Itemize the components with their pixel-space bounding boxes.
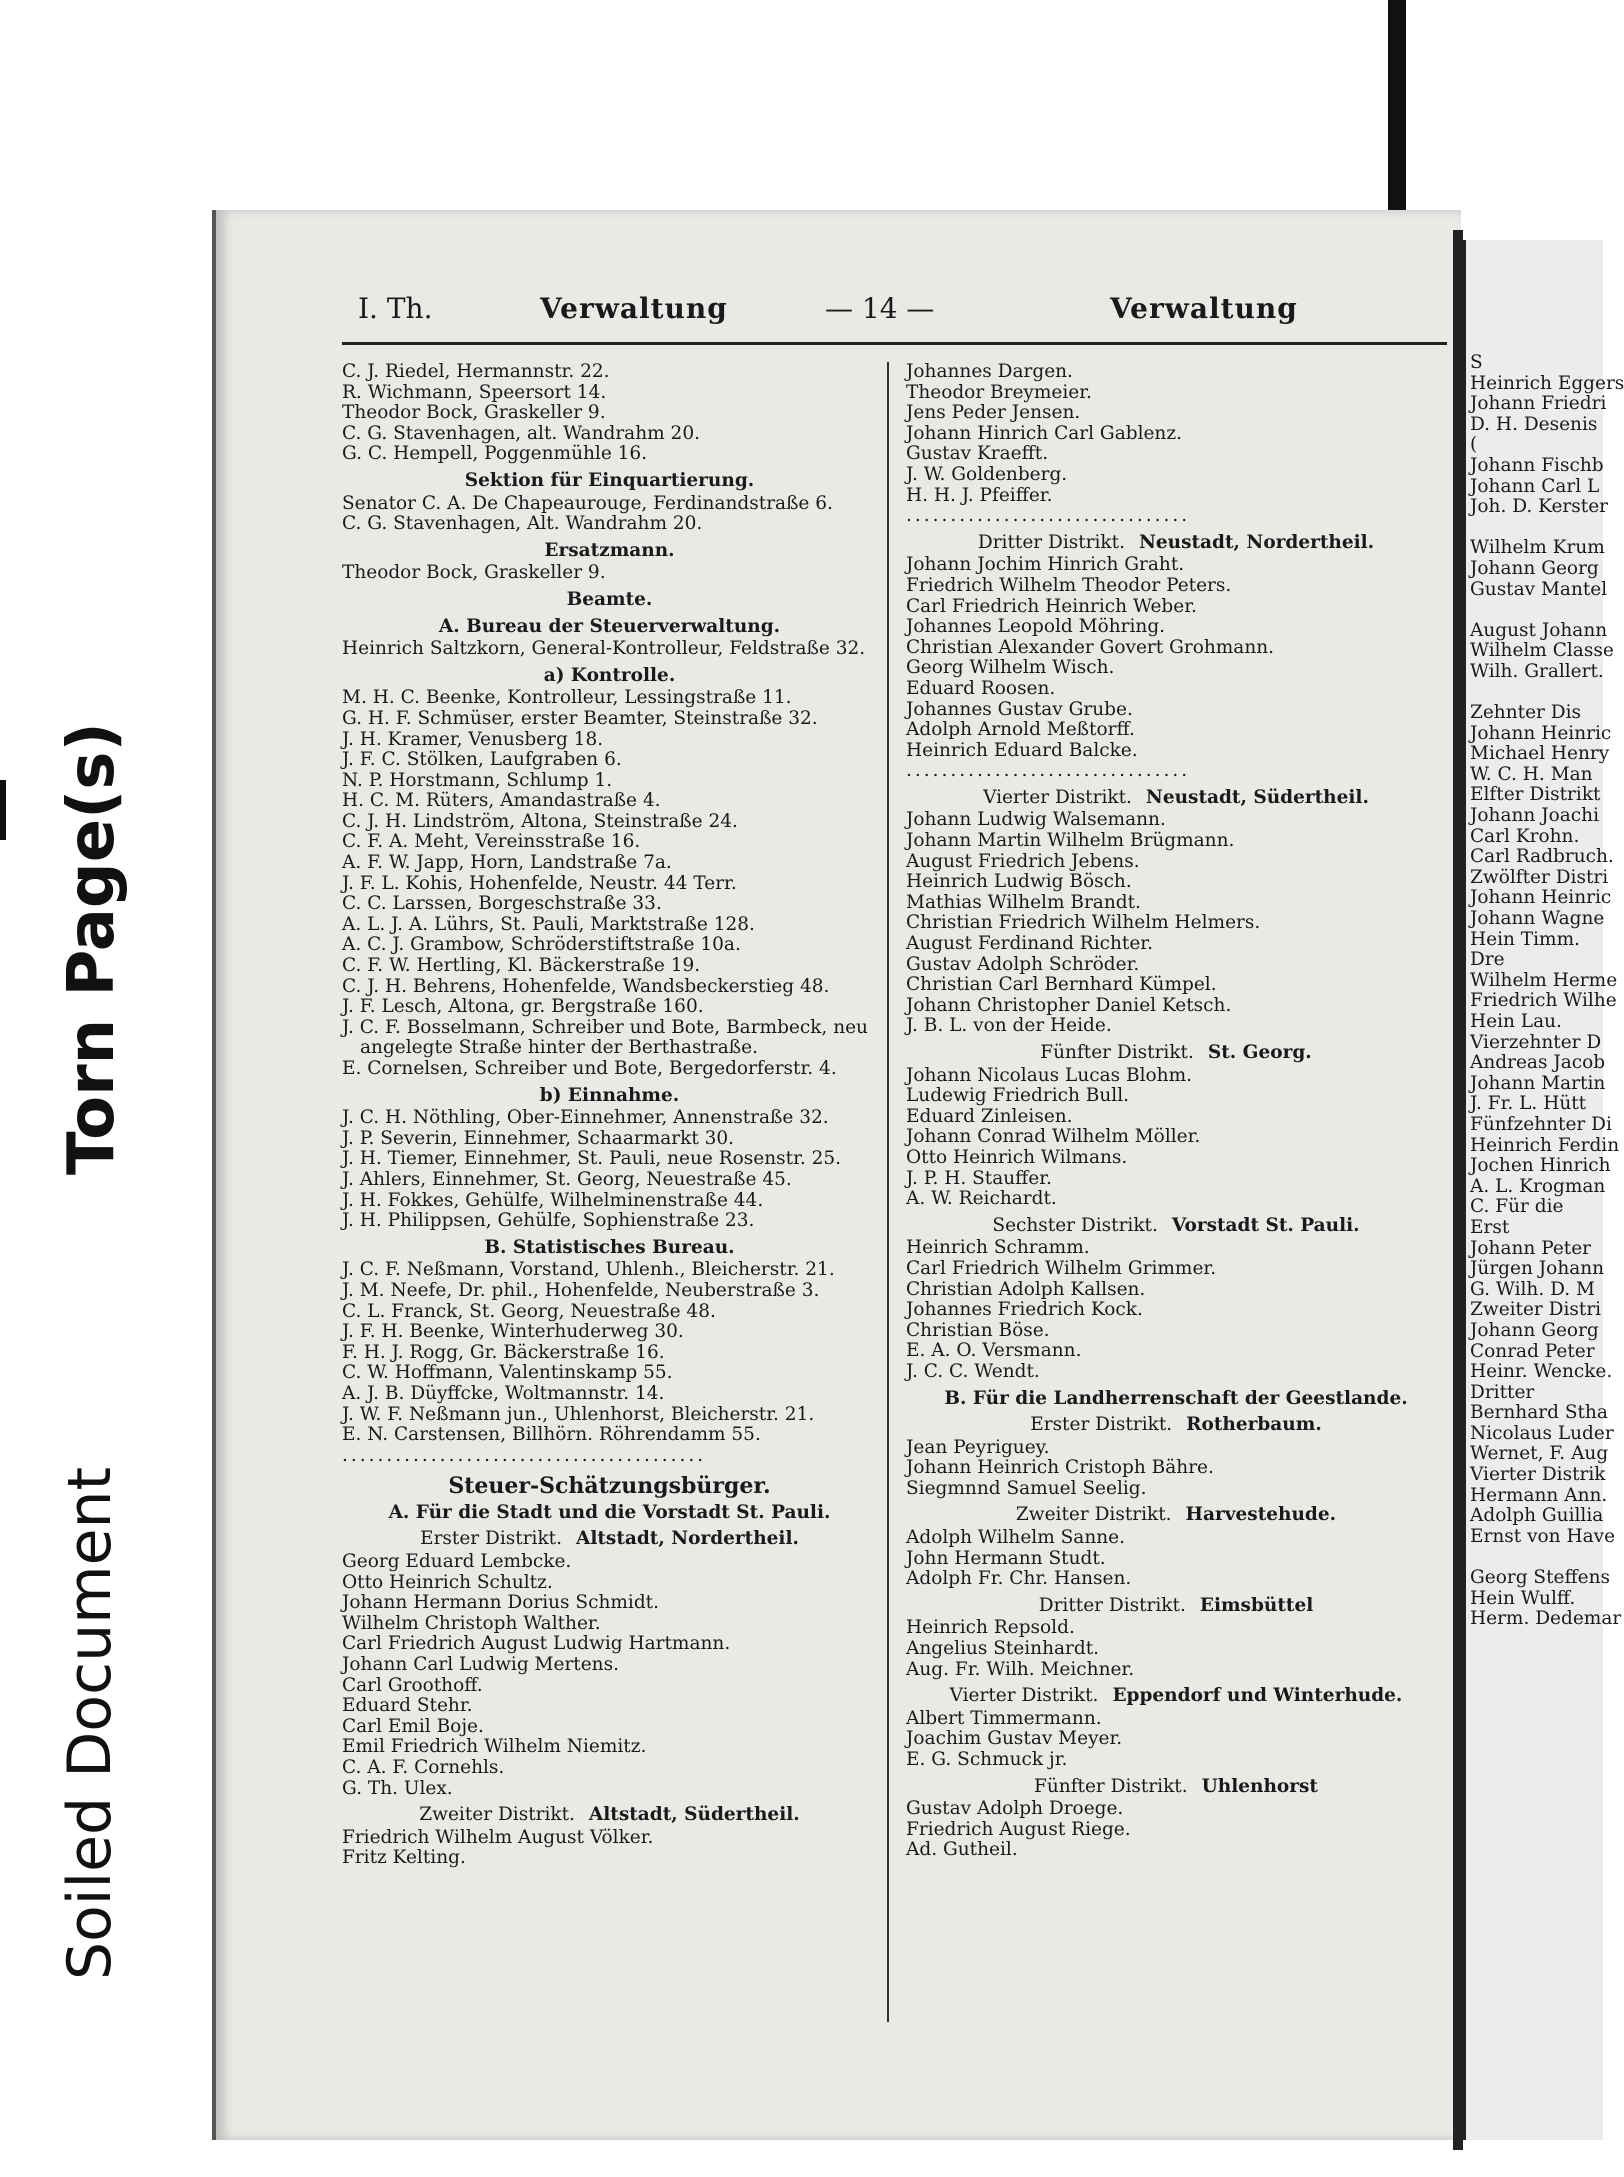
fragment-line: Joh. D. Kerster: [1470, 496, 1609, 518]
district-heading: [342, 1805, 877, 1826]
district-area: Harvestehude.: [1185, 1504, 1337, 1526]
fragment-line: Johann Wagne: [1470, 908, 1605, 930]
fragment-line: Johann Georg: [1470, 1319, 1599, 1341]
right-column: [906, 362, 1446, 1861]
dotted-separator: ................................: [906, 505, 1191, 527]
directory-entry: G. H. F. Schmüser, erster Beamter, Steinstraße 32.: [342, 707, 818, 729]
directory-entry: J. H. Tiemer, Einnehmer, St. Pauli, neue Rosenstr. 25.: [342, 1148, 842, 1170]
directory-entry: Albert Timmermann.: [906, 1707, 1102, 1729]
part-label: I. Th.: [358, 292, 433, 325]
fragment-line: (: [1470, 434, 1478, 456]
dotted-separator: .........................................: [342, 1444, 707, 1466]
directory-entry: Eduard Zinleisen.: [906, 1105, 1073, 1127]
district-area: Neustadt, Nordertheil.: [1138, 531, 1375, 553]
directory-entry: C. J. H. Behrens, Hohenfelde, Wandsbeckerstieg 48.: [342, 975, 830, 997]
directory-entry: Johann Nicolaus Lucas Blohm.: [906, 1064, 1193, 1086]
fragment-line: Erst: [1470, 1216, 1510, 1238]
directory-entry: Georg Wilhelm Wisch.: [906, 657, 1115, 679]
fragment-line: Michael Henry: [1470, 743, 1610, 765]
district-heading: [906, 1505, 1446, 1526]
directory-entry: J. W. F. Neßmann jun., Uhlenhorst, Bleicherstr. 21.: [342, 1403, 815, 1425]
directory-entry: Adolph Arnold Meßtorff.: [906, 719, 1135, 741]
fragment-line: Hermann Ann.: [1470, 1484, 1608, 1506]
directory-entry: Johann Conrad Wilhelm Möller.: [906, 1126, 1201, 1148]
directory-entry: E. N. Carstensen, Billhörn. Röhrendamm 55.: [342, 1424, 761, 1446]
page-number: — 14 —: [825, 292, 935, 325]
fragment-line: Zwölfter Distri: [1470, 866, 1609, 888]
section-heading: Steuer-Schätzungsbürger.: [448, 1473, 771, 1500]
directory-entry: Friedrich August Riege.: [906, 1818, 1131, 1840]
directory-entry: J. P. Severin, Einnehmer, Schaarmarkt 30.: [342, 1127, 735, 1149]
directory-entry: Heinrich Saltzkorn, General-Kontrolleur, Feldstraße 32.: [342, 638, 866, 660]
directory-entry: J. H. Fokkes, Gehülfe, Wilhelminenstraße 44.: [342, 1189, 764, 1211]
fragment-line: Johann Fischb: [1470, 454, 1604, 476]
directory-entry: Carl Friedrich Heinrich Weber.: [906, 595, 1197, 617]
directory-entry: C. F. A. Meht, Vereinsstraße 16.: [342, 831, 641, 853]
district-number: Erster Distrikt.: [1030, 1414, 1173, 1436]
fragment-line: Dritter: [1470, 1381, 1535, 1403]
fragment-line: Johann Peter: [1470, 1237, 1591, 1259]
directory-entry: J. F. Lesch, Altona, gr. Bergstraße 160.: [342, 996, 704, 1018]
fragment-line: Nicolaus Luder: [1470, 1422, 1614, 1444]
directory-entry: A. J. B. Düyffcke, Woltmannstr. 14.: [342, 1382, 665, 1404]
directory-entry: Joachim Gustav Meyer.: [906, 1728, 1123, 1750]
section-heading: B. Für die Landherrenschaft der Geestlande.: [944, 1387, 1408, 1409]
directory-entry: Ad. Gutheil.: [906, 1839, 1018, 1861]
directory-entry: Heinrich Ludwig Bösch.: [906, 871, 1132, 893]
directory-entry: Johannes Dargen.: [906, 361, 1073, 382]
district-number: Zweiter Distrikt.: [419, 1804, 575, 1826]
fragment-line: August Johann: [1470, 619, 1608, 641]
directory-entry: Wilhelm Christoph Walther.: [342, 1612, 601, 1634]
directory-entry: Eduard Stehr.: [342, 1695, 473, 1717]
fragment-line: Johann Heinric: [1470, 887, 1612, 909]
directory-entry: Johann Heinrich Cristoph Bähre.: [906, 1457, 1214, 1479]
soiled-document-label: Soiled Document: [55, 1466, 125, 1980]
directory-entry: Christian Alexander Govert Grohmann.: [906, 636, 1275, 658]
directory-entry: Theodor Bock, Graskeller 9.: [342, 402, 606, 424]
district-number: Erster Distrikt.: [420, 1528, 562, 1550]
district-number: Vierter Distrikt.: [949, 1685, 1099, 1707]
left-running-title: Verwaltung: [540, 292, 728, 325]
directory-entry: A. L. J. A. Lührs, St. Pauli, Marktstraße 128.: [342, 913, 755, 935]
directory-entry: Christian Adolph Kallsen.: [906, 1278, 1146, 1300]
directory-entry: Heinrich Eduard Balcke.: [906, 739, 1138, 761]
section-heading: Sektion für Einquartierung.: [464, 469, 755, 491]
directory-entry: Senator C. A. De Chapeaurouge, Ferdinandstraße 6.: [342, 492, 833, 514]
fragment-line: Georg Steffens: [1470, 1567, 1610, 1589]
directory-entry: A. W. Reichardt.: [906, 1188, 1057, 1210]
fragment-line: A. L. Krogman: [1470, 1175, 1606, 1197]
directory-entry: C. G. Stavenhagen, alt. Wandrahm 20.: [342, 422, 700, 444]
fragment-line: Heinr. Wencke.: [1470, 1361, 1613, 1383]
fragment-line: D. H. Desenis: [1470, 413, 1598, 435]
directory-entry: Aug. Fr. Wilh. Meichner.: [906, 1658, 1135, 1680]
right-running-title: Verwaltung: [1110, 292, 1298, 325]
directory-entry: M. H. C. Beenke, Kontrolleur, Lessingstraße 11.: [342, 687, 792, 709]
directory-entry: Heinrich Repsold.: [906, 1617, 1075, 1639]
directory-entry: E. G. Schmuck jr.: [906, 1749, 1068, 1770]
header-rule: [342, 342, 1447, 345]
section-heading: B. Statistisches Bureau.: [484, 1236, 735, 1258]
directory-entry: J. Ahlers, Einnehmer, St. Georg, Neuestraße 45.: [342, 1168, 792, 1190]
directory-entry: Johann Carl Ludwig Mertens.: [342, 1654, 619, 1676]
fragment-line: Ernst von Have: [1470, 1525, 1616, 1547]
fragment-line: Heinrich Ferdin: [1470, 1134, 1620, 1156]
fragment-line: [1470, 683, 1624, 704]
district-heading: [906, 533, 1446, 554]
district-area: Uhlenhorst: [1201, 1775, 1318, 1797]
section-heading: A. Bureau der Steuerverwaltung.: [438, 615, 781, 637]
directory-entry: C. G. Stavenhagen, Alt. Wandrahm 20.: [342, 513, 703, 535]
directory-entry: Georg Eduard Lembcke.: [342, 1551, 572, 1573]
district-area: Rotherbaum.: [1186, 1414, 1322, 1436]
fragment-line: Wilhelm Herme: [1470, 969, 1618, 991]
directory-entry: E. Cornelsen, Schreiber und Bote, Bergedorferstr. 4.: [342, 1058, 837, 1079]
directory-entry: J. M. Neefe, Dr. phil., Hohenfelde, Neuberstraße 3.: [342, 1279, 820, 1301]
directory-entry: Otto Heinrich Wilmans.: [906, 1146, 1128, 1168]
directory-entry: H. C. M. Rüters, Amandastraße 4.: [342, 790, 661, 812]
directory-entry: J. P. H. Stauffer.: [906, 1167, 1052, 1189]
directory-entry: Heinrich Schramm.: [906, 1237, 1090, 1259]
district-area: St. Georg.: [1207, 1042, 1312, 1063]
directory-entry: Christian Böse.: [906, 1319, 1050, 1341]
district-heading: [906, 1216, 1446, 1237]
dotted-separator: ................................: [906, 760, 1191, 782]
fragment-line: [1470, 518, 1624, 539]
fragment-line: Vierter Distrik: [1470, 1464, 1606, 1486]
district-area: Neustadt, Südertheil.: [1145, 786, 1369, 808]
next-page-lines: [1470, 353, 1624, 1630]
directory-entry: A. C. J. Grambow, Schröderstiftstraße 10a.: [342, 934, 741, 956]
district-number: Fünfter Distrikt.: [1040, 1042, 1194, 1063]
fragment-line: Gustav Mantel: [1470, 578, 1608, 600]
directory-entry: Christian Carl Bernhard Kümpel.: [906, 974, 1217, 996]
fragment-line: Wilhelm Classe: [1470, 640, 1614, 662]
edge-mark: [0, 780, 6, 840]
directory-entry: Johann Jochim Hinrich Graht.: [906, 554, 1185, 576]
district-number: Sechster Distrikt.: [992, 1214, 1158, 1236]
directory-entry: Jean Peyriguey.: [906, 1436, 1050, 1458]
fragment-line: Johann Martin: [1470, 1072, 1606, 1094]
fragment-line: Hein Lau.: [1470, 1011, 1562, 1032]
district-number: Dritter Distrikt.: [977, 531, 1125, 553]
fragment-line: [1470, 1547, 1624, 1568]
directory-entry: J. C. F. Bosselmann, Schreiber und Bote, Barmbeck, neu: [342, 1016, 868, 1038]
directory-entry: John Hermann Studt.: [906, 1547, 1106, 1569]
directory-entry: Siegmnnd Samuel Seelig.: [906, 1477, 1147, 1499]
directory-entry: Carl Emil Boje.: [342, 1715, 484, 1737]
district-number: Dritter Distrikt.: [1038, 1594, 1186, 1616]
directory-entry: Friedrich Wilhelm Theodor Peters.: [906, 574, 1232, 596]
section-heading: a) Kontrolle.: [543, 664, 676, 686]
directory-entry: Otto Heinrich Schultz.: [342, 1571, 553, 1593]
fragment-line: Johann Carl L: [1470, 475, 1600, 497]
directory-entry: H. H. J. Pfeiffer.: [906, 484, 1053, 506]
district-area: Altstadt, Nordertheil.: [575, 1528, 799, 1550]
directory-entry: Gustav Adolph Schröder.: [906, 953, 1140, 975]
fragment-line: Friedrich Wilhe: [1470, 990, 1617, 1012]
fragment-line: S: [1470, 352, 1483, 373]
column-divider: [887, 362, 889, 2022]
district-heading: [342, 1529, 877, 1550]
directory-entry: Johann Martin Wilhelm Brügmann.: [906, 830, 1235, 852]
district-heading: [906, 1043, 1446, 1064]
directory-entry: Gustav Kraefft.: [906, 443, 1049, 465]
fragment-line: C. Für die: [1470, 1196, 1564, 1218]
district-heading: [906, 1415, 1446, 1436]
fragment-line: Andreas Jacob: [1470, 1052, 1606, 1074]
directory-entry: Carl Friedrich Wilhelm Grimmer.: [906, 1257, 1217, 1279]
directory-entry: Friedrich Wilhelm August Völker.: [342, 1826, 654, 1848]
fragment-line: Wilhelm Krum: [1470, 537, 1605, 559]
directory-entry: August Ferdinand Richter.: [906, 933, 1153, 955]
directory-entry: Carl Groothoff.: [342, 1674, 483, 1696]
fragment-line: Heinrich Eggers: [1470, 372, 1624, 394]
directory-entry: Adolph Wilhelm Sanne.: [906, 1527, 1125, 1549]
directory-entry: C. A. F. Cornehls.: [342, 1757, 505, 1778]
next-page-fragment: [1463, 240, 1624, 2140]
district-number: Zweiter Distrikt.: [1015, 1504, 1172, 1526]
directory-entry: J. F. L. Kohis, Hohenfelde, Neustr. 44 Terr.: [342, 872, 737, 894]
directory-entry: Johann Hinrich Carl Gablenz.: [906, 422, 1182, 444]
directory-entry: J. C. C. Wendt.: [906, 1360, 1040, 1382]
directory-entry: E. A. O. Versmann.: [906, 1340, 1082, 1362]
directory-entry: R. Wichmann, Speersort 14.: [342, 381, 607, 403]
directory-entry: G. C. Hempell, Poggenmühle 16.: [342, 443, 648, 465]
section-heading: A. Für die Stadt und die Vorstadt St. Pauli.: [388, 1501, 831, 1523]
directory-entry: C. W. Hoffmann, Valentinskamp 55.: [342, 1362, 673, 1384]
directory-entry: Emil Friedrich Wilhelm Niemitz.: [342, 1736, 647, 1758]
directory-entry: Gustav Adolph Droege.: [906, 1798, 1124, 1820]
directory-entry: J. C. F. Neßmann, Vorstand, Uhlenh., Bleicherstr. 21.: [342, 1259, 835, 1281]
fragment-line: Dre: [1470, 949, 1505, 971]
directory-entry: Eduard Roosen.: [906, 677, 1056, 699]
fragment-line: Conrad Peter: [1470, 1340, 1595, 1362]
fragment-line: Adolph Guillia: [1470, 1505, 1604, 1527]
directory-entry: Fritz Kelting.: [342, 1847, 466, 1869]
directory-entry: J. B. L. von der Heide.: [906, 1015, 1112, 1037]
fragment-line: Carl Krohn.: [1470, 825, 1580, 847]
directory-entry: J. F. H. Beenke, Winterhuderweg 30.: [342, 1321, 684, 1343]
fragment-line: [1470, 600, 1624, 621]
directory-entry: Johannes Friedrich Kock.: [906, 1299, 1143, 1321]
fragment-line: Johann Joachi: [1470, 805, 1599, 827]
district-heading: [906, 788, 1446, 809]
fragment-line: Hein Timm.: [1470, 928, 1581, 950]
directory-entry: Johann Hermann Dorius Schmidt.: [342, 1592, 660, 1614]
directory-entry: Theodor Bock, Graskeller 9.: [342, 562, 606, 584]
fragment-line: Elfter Distrikt: [1470, 784, 1601, 806]
district-heading: [906, 1596, 1446, 1617]
directory-entry: Johannes Leopold Möhring.: [906, 616, 1166, 638]
district-area: Altstadt, Südertheil.: [588, 1804, 800, 1826]
fragment-line: Carl Radbruch.: [1470, 846, 1614, 868]
torn-pages-label: Torn Page(s): [55, 722, 129, 1175]
district-area: Eppendorf und Winterhude.: [1112, 1685, 1403, 1707]
directory-entry: J. H. Philippsen, Gehülfe, Sophienstraße 23.: [342, 1210, 755, 1232]
fragment-line: Jürgen Johann: [1470, 1258, 1605, 1280]
directory-entry: Johannes Gustav Grube.: [906, 698, 1133, 720]
fragment-line: W. C. H. Man: [1470, 763, 1593, 785]
directory-entry: J. F. C. Stölken, Laufgraben 6.: [342, 749, 622, 771]
directory-entry: J. C. H. Nöthling, Ober-Einnehmer, Annenstraße 32.: [342, 1107, 829, 1129]
fragment-line: Bernhard Stha: [1470, 1402, 1608, 1424]
directory-entry: N. P. Horstmann, Schlump 1.: [342, 769, 613, 791]
directory-entry: G. Th. Ulex.: [342, 1777, 453, 1799]
district-area: Eimsbüttel: [1199, 1594, 1314, 1616]
fragment-line: Hein Wulff.: [1470, 1587, 1576, 1609]
directory-entry: J. W. Goldenberg.: [906, 463, 1068, 485]
directory-entry: C. F. W. Hertling, Kl. Bäckerstraße 19.: [342, 955, 701, 977]
district-heading: [906, 1686, 1446, 1707]
district-number: Fünfter Distrikt.: [1034, 1775, 1188, 1797]
district-number: Vierter Distrikt.: [983, 786, 1132, 808]
directory-entry: Ludewig Friedrich Bull.: [906, 1085, 1129, 1107]
fragment-line: Vierzehnter D: [1470, 1031, 1602, 1053]
section-heading: b) Einnahme.: [539, 1084, 680, 1106]
directory-entry: Angelius Steinhardt.: [906, 1638, 1100, 1660]
directory-entry: Johann Ludwig Walsemann.: [906, 809, 1166, 831]
page-gutter: [1453, 230, 1463, 2150]
district-area: Vorstadt St. Pauli.: [1171, 1214, 1360, 1236]
directory-entry: August Friedrich Jebens.: [906, 850, 1140, 872]
entry-continuation: angelegte Straße hinter der Berthastraße.: [360, 1037, 758, 1059]
fragment-line: G. Wilh. D. M: [1470, 1278, 1595, 1300]
directory-entry: C. J. H. Lindström, Altona, Steinstraße 24.: [342, 810, 738, 832]
directory-entry: A. F. W. Japp, Horn, Landstraße 7a.: [342, 852, 672, 874]
fragment-line: Zweiter Distri: [1470, 1299, 1602, 1321]
directory-entry: Johann Christopher Daniel Ketsch.: [906, 994, 1232, 1016]
fragment-line: Johann Friedri: [1470, 393, 1607, 415]
directory-entry: F. H. J. Rogg, Gr. Bäckerstraße 16.: [342, 1341, 665, 1363]
fragment-line: Johann Heinric: [1470, 722, 1612, 744]
directory-entry: Theodor Breymeier.: [906, 381, 1092, 403]
fragment-line: Jochen Hinrich: [1470, 1155, 1611, 1177]
directory-entry: Carl Friedrich August Ludwig Hartmann.: [342, 1633, 731, 1655]
section-heading: Beamte.: [566, 588, 653, 610]
fragment-line: Wilh. Grallert.: [1470, 660, 1604, 682]
fragment-line: Johann Georg: [1470, 557, 1599, 579]
section-heading: Ersatzmann.: [544, 539, 675, 561]
directory-entry: Adolph Fr. Chr. Hansen.: [906, 1568, 1132, 1590]
fragment-line: Herm. Dedemar: [1470, 1608, 1622, 1630]
directory-entry: Jens Peder Jensen.: [906, 402, 1081, 424]
directory-entry: Mathias Wilhelm Brandt.: [906, 891, 1141, 913]
left-column: [342, 362, 877, 1869]
district-heading: [906, 1777, 1446, 1798]
directory-entry: Christian Friedrich Wilhelm Helmers.: [906, 912, 1261, 934]
fragment-line: J. Fr. L. Hütt: [1470, 1093, 1587, 1115]
fragment-line: Wernet, F. Aug: [1470, 1443, 1609, 1465]
directory-entry: C. L. Franck, St. Georg, Neuestraße 48.: [342, 1300, 716, 1322]
fragment-line: Fünfzehnter Di: [1470, 1113, 1612, 1135]
directory-entry: C. J. Riedel, Hermannstr. 22.: [342, 361, 610, 382]
directory-entry: J. H. Kramer, Venusberg 18.: [342, 728, 604, 750]
fragment-line: Zehnter Dis: [1470, 702, 1581, 724]
directory-entry: C. C. Larssen, Borgeschstraße 33.: [342, 893, 662, 915]
